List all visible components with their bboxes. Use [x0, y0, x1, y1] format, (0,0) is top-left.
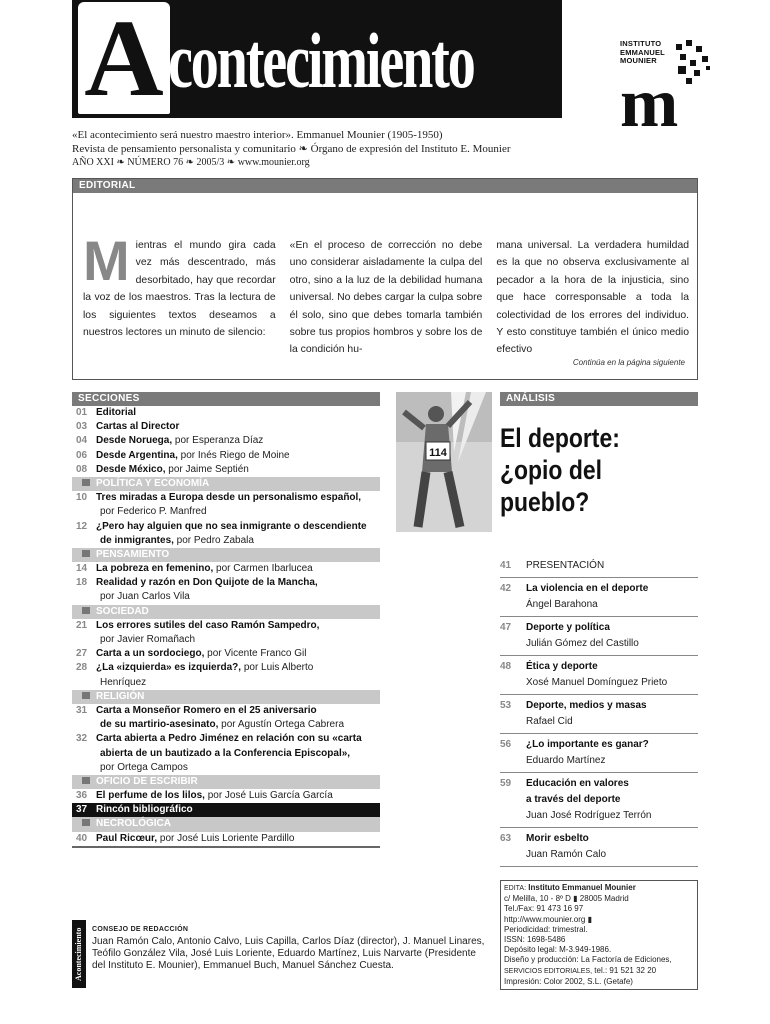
imprint-frequency: Periodicidad: trimestral. — [504, 924, 588, 934]
section-row-continuation: por Juan Carlos Vila — [100, 591, 190, 603]
imprint-printing: Impresión: Color 2002, S.L. (Getafe) — [504, 976, 633, 986]
square-bullet-icon — [82, 550, 90, 557]
bib-number: 114 — [429, 447, 447, 459]
analisis-item: 56 ¿Lo importante es ganar? Eduardo Martínez — [500, 734, 698, 773]
masthead-title: contecimiento — [168, 17, 474, 104]
section-row: 14 La pobreza en femenino, por Carmen Ibarlucea — [76, 563, 313, 575]
section-row-continuation: de inmigrantes, por Pedro Zabala — [100, 534, 254, 546]
issue-line: AÑO XXI ❧ NÚMERO 76 ❧ 2005/3 ❧ www.mounier.org — [72, 157, 310, 168]
square-bullet-icon — [82, 777, 90, 784]
secciones-list — [72, 406, 380, 846]
section-category: NECROLÓGICA — [72, 817, 380, 831]
analisis-item: 48 Ética y deporte Xosé Manuel Domínguez Prieto — [500, 656, 698, 695]
square-bullet-icon — [82, 819, 90, 826]
imprint-box — [500, 880, 698, 990]
section-row: 03 Cartas al Director — [76, 421, 180, 433]
motto-line: «El acontecimiento será nuestro maestro interior». Emmanuel Mounier (1905-1950) — [72, 129, 443, 141]
section-row: 27 Carta a un sordociego, por Vicente Franco Gil — [76, 648, 307, 660]
section-row-continuation: abierta de un bautizado a la Conferencia Episcopal», — [100, 747, 351, 759]
editorial-col-3: mana universal. La verdadera humildad es la que no observa exclusivamente al pecador a la hora de la injusticia, sino que hace corresponsable a toda la colectividad de los errores del individuo. Y esto constituye también el único medio efectivo — [496, 240, 690, 356]
section-row: 12 ¿Pero hay alguien que no sea inmigrante o descendiente — [76, 520, 367, 532]
motto-block — [72, 128, 672, 170]
imprint-issn: ISSN: 1698-5486 — [504, 935, 566, 945]
secciones-header: SECCIONES — [72, 392, 380, 406]
analisis-item: 53 Deporte, medios y masas Rafael Cid — [500, 695, 698, 734]
analisis-box — [500, 392, 698, 518]
section-row: 06 Desde Argentina, por Inés Riego de Moine — [76, 449, 290, 461]
analisis-title — [500, 422, 668, 518]
institute-line2: EMMANUEL — [620, 47, 665, 57]
editorial-text-1: ientras el mundo gira cada vez más descentrado, más desorbitado, hay que recordar la voz de los maestros. Tras la lectura de los siguientes textos deseamos a nuestros lectores un minuto de silencio: — [83, 240, 276, 339]
section-category: OFICIO DE ESCRIBIR — [72, 775, 380, 789]
analisis-list — [500, 555, 698, 867]
editorial-box — [72, 178, 698, 380]
section-row: 01 Editorial — [76, 407, 137, 418]
section-row-continuation: Henríquez — [100, 676, 147, 688]
subtitle-line: Revista de pensamiento personalista y comunitario ❧ Órgano de expresión del Instituto E. Mounier — [72, 143, 511, 155]
section-row: 18 Realidad y razón en Don Quijote de la Mancha, — [76, 577, 318, 589]
analisis-item: 63 Morir esbelto Juan Ramón Calo — [500, 828, 698, 867]
consejo-members: Juan Ramón Calo, Antonio Calvo, Luis Capilla, Carlos Díaz (director), J. Manuel Linares, Teófilo González Vila, José Luis Loriente, Eduardo Martínez, Luis Narvarte (Presidente del Instituto E. Mounier), Emmanuel Buch, Manuel Sánchez Cuesta. — [92, 936, 485, 971]
section-row: 37 Rincón bibliográfico — [72, 803, 380, 817]
section-row-continuation: de su martirio-asesinato, por Agustín Ortega Cabrera — [100, 719, 344, 731]
section-row-continuation: por Federico P. Manfred — [100, 506, 207, 518]
institute-line3: MOUNIER — [620, 56, 657, 65]
analisis-item: 47 Deporte y política Julián Gómez del Castillo — [500, 617, 698, 656]
section-category: POLÍTICA Y ECONOMÍA — [72, 477, 380, 491]
dropcap: M — [83, 229, 130, 292]
section-row: 10 Tres miradas a Europa desde un personalismo español, — [76, 492, 362, 504]
section-category: SOCIEDAD — [72, 605, 380, 619]
analisis-item: 41 PRESENTACIÓN — [500, 555, 698, 578]
analisis-item: 42 La violencia en el deporte Ángel Barahona — [500, 578, 698, 617]
athlete-photo — [396, 392, 492, 532]
masthead-initial: A — [78, 2, 170, 114]
continue-note: Continúa en la página siguiente — [572, 358, 685, 367]
analisis-item: 59 Educación en valores a través del deporte Juan José Rodríguez Terrón — [500, 773, 698, 828]
analisis-title-line2: ¿opio del — [500, 455, 602, 485]
masthead — [72, 0, 562, 118]
section-row: 40 Paul Ricœur, por José Luis Loriente Pardillo — [76, 832, 295, 844]
section-row: 04 Desde Noruega, por Esperanza Díaz — [76, 435, 264, 447]
section-row: 31 Carta a Monseñor Romero en el 25 aniversario — [76, 704, 317, 716]
section-row: 21 Los errores sutiles del caso Ramón Sampedro, — [76, 619, 320, 631]
institute-m-logo: m — [620, 65, 673, 142]
consejo-heading: CONSEJO DE REDACCIÓN — [92, 926, 189, 933]
imprint-phone: Tel./Fax: 91 473 16 97 — [504, 904, 584, 914]
institute-logo — [620, 39, 730, 142]
analisis-header: ANÁLISIS — [500, 392, 698, 406]
imprint-services: SERVICIOS EDITORIALES, tel.: 91 521 32 20 — [504, 965, 657, 975]
consejo-side-logo: Acontecimiento — [72, 920, 86, 988]
editorial-col-1 — [83, 229, 276, 359]
institute-line1: INSTITUTO — [620, 39, 662, 48]
section-row: 32 Carta abierta a Pedro Jiménez en relación con su «carta — [76, 733, 362, 745]
section-category: PENSAMIENTO — [72, 548, 380, 562]
section-category: RELIGIÓN — [72, 690, 380, 704]
section-row-continuation: por Javier Romañach — [100, 634, 196, 645]
imprint-design: Diseño y producción: La Factoría de Ediciones, — [504, 955, 672, 965]
imprint-address: c/ Melilla, 10 - 8º D ▮ 28005 Madrid — [504, 894, 629, 904]
section-row: 36 El perfume de los lilos, por José Luis García García — [76, 790, 333, 802]
imprint-publisher: EDITA: Instituto Emmanuel Mounier — [504, 883, 636, 892]
square-bullet-icon — [82, 607, 90, 614]
section-row: 28 ¿La «izquierda» es izquierda?, por Luis Alberto — [76, 662, 314, 674]
secciones-box — [72, 392, 380, 848]
imprint-url[interactable]: http://www.mounier.org ▮ — [504, 914, 592, 924]
analisis-title-line3: pueblo? — [500, 487, 590, 517]
analisis-title-line1: El deporte: — [500, 423, 620, 453]
square-bullet-icon — [82, 692, 90, 699]
section-row: 08 Desde México, por Jaime Septién — [76, 463, 249, 475]
consejo-box — [72, 920, 492, 990]
editorial-col-2: «En el proceso de corrección no debe uno considerar aisladamente la culpa del otro, sino a la luz de la debilidad humana universal. No debes cargar la culpa sobre él solo, sino que debes tomarla también sobre tus propios hombros y sobre los de la condición hu- — [289, 240, 483, 356]
section-row-continuation: por Ortega Campos — [100, 761, 188, 773]
square-bullet-icon — [82, 479, 90, 486]
imprint-legal: Depósito legal: M-3.949-1986. — [504, 945, 612, 955]
editorial-header: EDITORIAL — [73, 179, 697, 193]
